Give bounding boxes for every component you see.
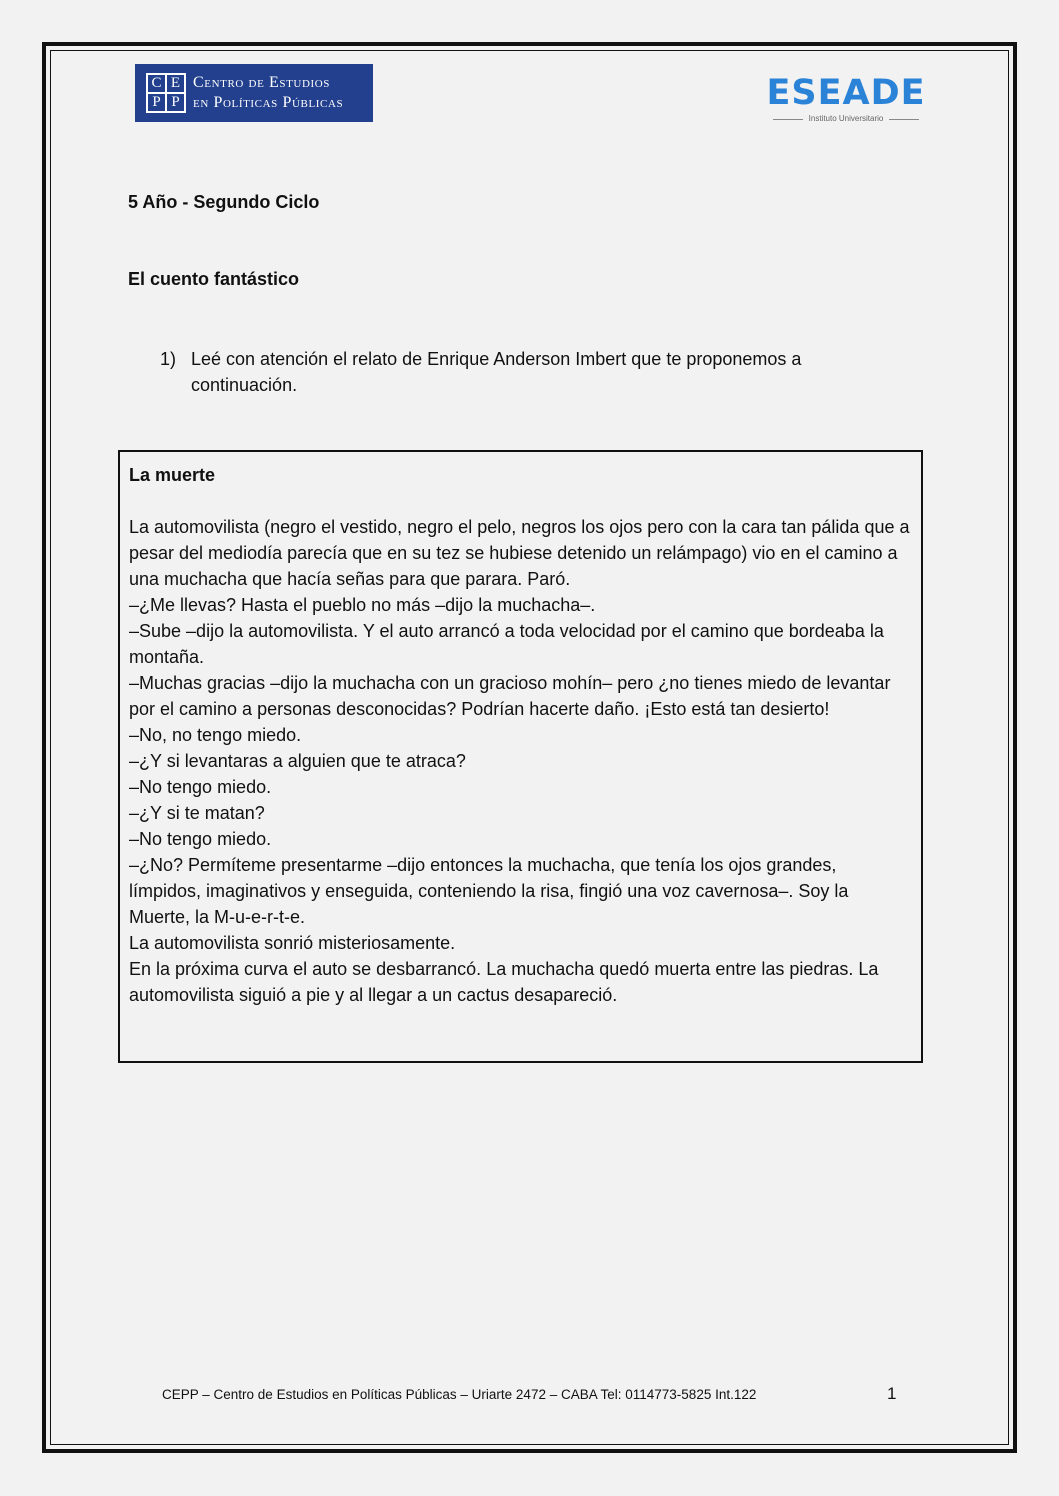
page-number: 1	[887, 1384, 897, 1403]
cepp-monogram-letter: C	[147, 74, 166, 93]
story-paragraph: –No tengo miedo.	[129, 777, 272, 797]
cepp-logo-line1: Centro de Estudios	[193, 74, 331, 91]
cepp-logo-text	[193, 73, 343, 113]
cepp-monogram	[146, 73, 186, 113]
cepp-logo-line2: en Políticas Públicas	[193, 94, 344, 111]
story-paragraph: –No, no tengo miedo.	[129, 725, 302, 745]
story-title: La muerte	[129, 465, 216, 485]
story-paragraph: En la próxima curva el auto se desbarrancó. La muchacha quedó muerta entre las piedras. La automovilista siguió a pie y al llegar a un cactus desapareció.	[129, 959, 879, 1005]
footer-text: CEPP – Centro de Estudios en Políticas Públicas – Uriarte 2472 – CABA Tel: 0114773-5825 Int.122	[162, 1387, 757, 1402]
instruction-item	[160, 346, 880, 398]
instruction-number: 1)	[160, 349, 177, 369]
cepp-logo	[135, 64, 373, 122]
story-paragraph: –¿No? Permíteme presentarme –dijo entonces la muchacha, que tenía los ojos grandes, límpidos, imaginativos y enseguida, conteniendo la risa, fingió una voz cavernosa–. Soy la Muerte, la M-u-e-r-t-e.	[129, 855, 849, 927]
tagline-rule-left	[773, 119, 803, 120]
story-paragraph: –¿Me llevas? Hasta el pueblo no más –dijo la muchacha–.	[129, 595, 596, 615]
cepp-monogram-letter: P	[147, 93, 166, 112]
esade-tagline-row	[766, 114, 926, 124]
topic-heading: El cuento fantástico	[128, 269, 300, 289]
story-box	[118, 450, 923, 1063]
story-paragraph: –¿Y si te matan?	[129, 803, 265, 823]
story-paragraph: –No tengo miedo.	[129, 829, 272, 849]
tagline-rule-right	[889, 119, 919, 120]
cepp-monogram-letter: P	[166, 93, 185, 112]
level-heading: 5 Año - Segundo Ciclo	[128, 192, 320, 212]
esade-tagline: Instituto Universitario	[808, 114, 884, 123]
story-paragraph: –Sube –dijo la automovilista. Y el auto arrancó a toda velocidad por el camino que bordeaba la montaña.	[129, 621, 884, 667]
instruction-text: Leé con atención el relato de Enrique Anderson Imbert que te proponemos a continuación.	[191, 349, 802, 395]
story-paragraph: La automovilista sonrió misteriosamente.	[129, 933, 456, 953]
story-paragraph: –¿Y si levantaras a alguien que te atraca?	[129, 751, 466, 771]
esade-logo	[766, 74, 926, 124]
story-paragraph: –Muchas gracias –dijo la muchacha con un gracioso mohín– pero ¿no tienes miedo de levantar por el camino a personas desconocidas? Podrían hacerte daño. ¡Esto está tan desierto!	[129, 673, 891, 719]
cepp-monogram-letter: E	[166, 74, 185, 93]
esade-wordmark: ESEADE	[766, 73, 926, 113]
story-paragraph: La automovilista (negro el vestido, negro el pelo, negros los ojos pero con la cara tan pálida que a pesar del mediodía parecía que en su tez se hubiese detenido un relámpago) vio en el camino a una muchacha que hacía señas para que parara. Paró.	[129, 517, 910, 589]
